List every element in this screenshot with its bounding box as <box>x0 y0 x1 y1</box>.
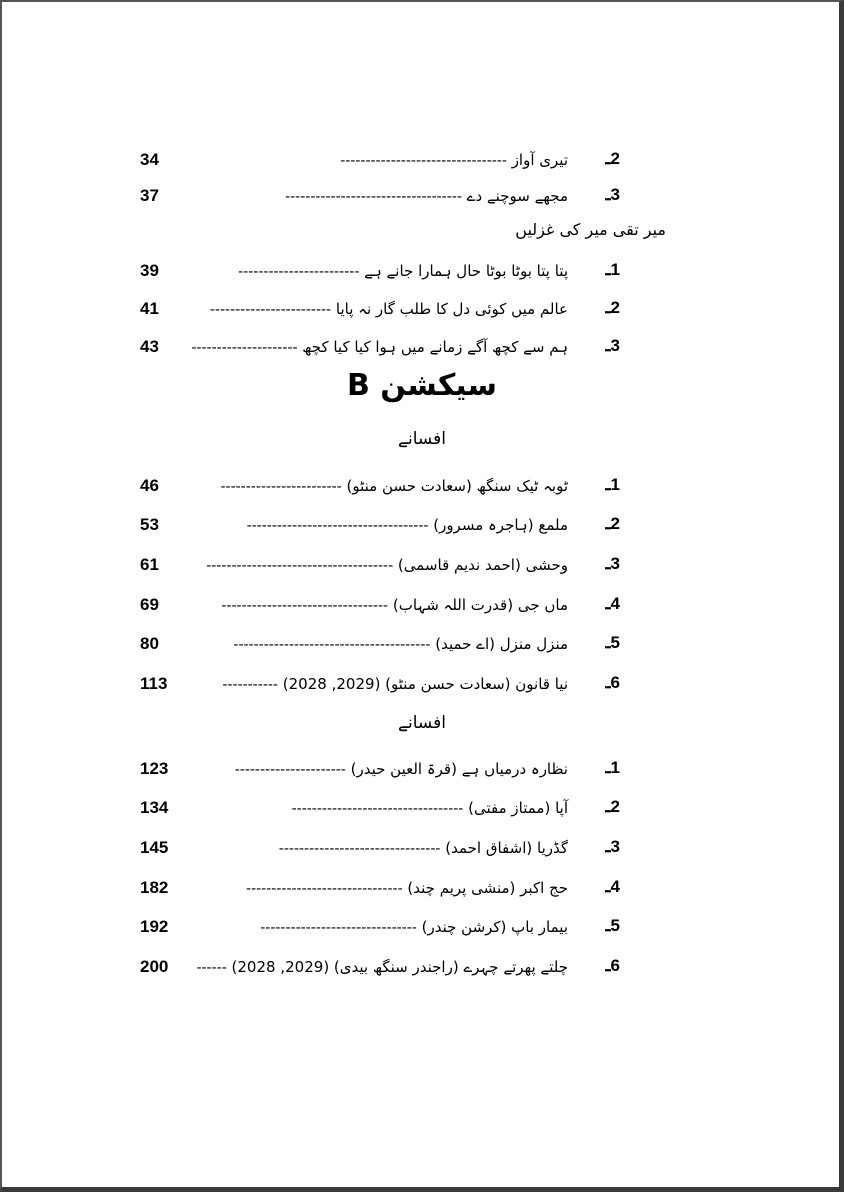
toc-entry <box>140 913 620 943</box>
entry-title: تیری آواز --------------------------------- <box>340 151 568 169</box>
leader-dots: ------------------------------------- <box>206 558 394 574</box>
entry-index: 5ـ <box>605 916 620 935</box>
page-number: 113 <box>140 674 168 693</box>
entry-index: 3ـ <box>605 336 620 355</box>
entry-index: 1ـ <box>605 260 620 279</box>
page-number: 46 <box>140 476 159 495</box>
leader-dots: ---------------------- <box>234 762 346 778</box>
toc-entry <box>140 794 620 824</box>
page-number: 182 <box>140 878 169 897</box>
leader-dots: ---------------------------------- <box>291 801 464 817</box>
toc-entry <box>140 182 620 212</box>
entry-index: 2ـ <box>605 298 620 317</box>
leader-dots: --------------------------------------- <box>233 637 431 653</box>
entry-title: ملمع (ہاجرہ مسرور) ------------------------------------ <box>246 516 568 534</box>
toc-entry <box>140 511 620 541</box>
toc-entry <box>140 630 620 660</box>
leader-dots: ------------------------ <box>238 264 360 280</box>
entry-title: چلتے پھرتے چہرے (راجندر سنگھ بیدی) (2029, 2028) ------ <box>196 958 568 976</box>
entry-index: 5ـ <box>605 633 620 652</box>
page-number: 43 <box>140 337 159 356</box>
entry-index: 6ـ <box>605 956 620 975</box>
leader-dots: --------------------------------- <box>340 153 507 169</box>
page-number: 192 <box>140 917 169 936</box>
entry-index: 1ـ <box>605 475 620 494</box>
leader-dots: ------------------------------- <box>246 881 403 897</box>
leader-dots: --------------------------------- <box>221 598 389 614</box>
toc-entry <box>140 755 620 785</box>
entry-title: ٹوبہ ٹیک سنگھ (سعادت حسن منٹو) ------------------------ <box>220 477 568 495</box>
page-number: 145 <box>140 838 169 857</box>
entry-index: 2ـ <box>605 149 620 168</box>
entry-index: 2ـ <box>605 797 620 816</box>
afsane-heading: افسانے <box>398 429 446 449</box>
leader-dots: ------------------------ <box>220 479 342 495</box>
entry-index: 6ـ <box>605 673 620 692</box>
page-number: 123 <box>140 759 169 778</box>
toc-entry <box>140 953 620 983</box>
entry-index: 4ـ <box>605 594 620 613</box>
page-number: 134 <box>140 798 169 817</box>
entry-title: بیمار باپ (کرشن چندر) ------------------------------- <box>260 918 568 936</box>
page-number: 34 <box>140 150 159 169</box>
page-number: 39 <box>140 261 159 280</box>
entry-index: 4ـ <box>605 877 620 896</box>
entry-title: پتا پتا بوٹا بوٹا حال ہمارا جانے ہے ------------------------ <box>238 262 568 280</box>
page-number: 41 <box>140 299 159 318</box>
entry-title: حج اکبر (منشی پریم چند) ------------------------------- <box>246 879 568 897</box>
page-number: 53 <box>140 515 159 534</box>
section-title: سیکشن B <box>346 368 498 403</box>
entry-title: عالم میں کوئی دل کا طلب گار نہ پایا ------------------------ <box>209 300 568 318</box>
toc-entry <box>140 257 620 287</box>
mir-ghazals-heading: میر تقی میر کی غزلیں <box>515 220 666 239</box>
leader-dots: --------------------- <box>191 340 298 356</box>
toc-entry <box>140 670 620 700</box>
entry-title: نظارہ درمیاں ہے (قرۃ العین حیدر) ---------------------- <box>234 760 568 778</box>
toc-entry <box>140 591 620 621</box>
toc-entry <box>140 333 620 363</box>
leader-dots: ----------- <box>222 677 278 693</box>
toc-entry <box>140 874 620 904</box>
page-number: 200 <box>140 957 169 976</box>
page-number: 61 <box>140 555 159 574</box>
entry-index: 3ـ <box>605 185 620 204</box>
toc-entry <box>140 472 620 502</box>
page-number: 69 <box>140 595 159 614</box>
entry-title: مجھے سوچنے دے ----------------------------------- <box>285 187 568 205</box>
entry-title: گڈریا (اشفاق احمد) -------------------------------- <box>278 839 568 857</box>
toc-entry <box>140 295 620 325</box>
entry-index: 2ـ <box>605 514 620 533</box>
toc-entry <box>140 551 620 581</box>
leader-dots: ------ <box>196 960 227 976</box>
entry-title: ہم سے کچھ آگے زمانے میں ہوا کیا کیا کچھ --------------------- <box>191 338 568 356</box>
leader-dots: -------------------------------- <box>278 841 441 857</box>
leader-dots: ------------------------------- <box>260 920 417 936</box>
entry-title: نیا قانون (سعادت حسن منٹو) (2029, 2028) ----------- <box>222 675 568 693</box>
entry-title: وحشی (احمد ندیم قاسمی) ------------------------------------- <box>206 556 568 574</box>
page-number: 37 <box>140 186 159 205</box>
entry-index: 1ـ <box>605 758 620 777</box>
leader-dots: ----------------------------------- <box>285 189 462 205</box>
leader-dots: ------------------------------------ <box>246 518 429 534</box>
toc-entry <box>140 146 620 176</box>
entry-title: آپا (ممتاز مفتی) ---------------------------------- <box>291 799 568 817</box>
entry-index: 3ـ <box>605 554 620 573</box>
page-number: 80 <box>140 634 159 653</box>
afsane-heading: افسانے <box>398 713 446 733</box>
entry-title: ماں جی (قدرت اللہ شہاب) --------------------------------- <box>221 596 568 614</box>
entry-index: 3ـ <box>605 837 620 856</box>
entry-title: منزل منزل (اے حمید) --------------------------------------- <box>233 635 568 653</box>
leader-dots: ------------------------ <box>209 302 332 318</box>
toc-entry <box>140 834 620 864</box>
